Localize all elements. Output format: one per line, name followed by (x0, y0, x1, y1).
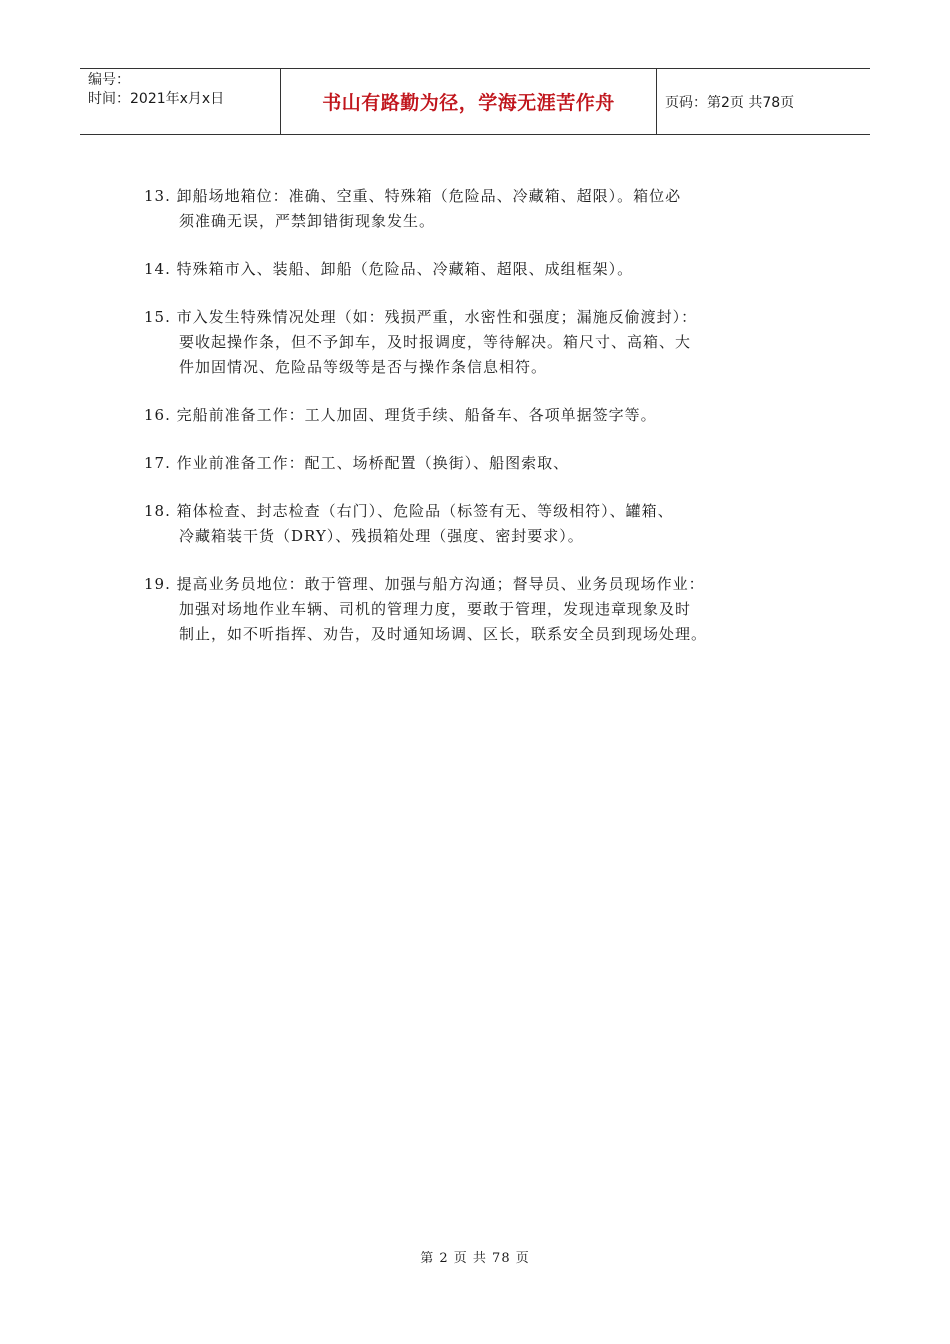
list-item (144, 572, 824, 647)
list-item-line: 15. 市入发生特殊情况处理（如：残损严重，水密性和强度；漏施反偷渡封）： (144, 308, 698, 326)
list-item-line: 14. 特殊箱市入、装船、卸船（危险品、冷藏箱、超限、成组框架）。 (144, 260, 634, 278)
list-item-line: 19. 提高业务员地位：敢于管理、加强与船方沟通；督导员、业务员现场作业： (144, 575, 705, 593)
header-meta (80, 69, 281, 134)
list-item-line: 要收起操作条，但不予卸车，及时报调度，等待解决。箱尺寸、高箱、大 (179, 333, 692, 351)
list-item-line: 13. 卸船场地箱位：准确、空重、特殊箱（危险品、冷藏箱、超限）。箱位必 (144, 187, 682, 205)
list-item-line: 冷藏箱装干货（DRY）、残损箱处理（强度、密封要求）。 (179, 527, 584, 545)
list-item (144, 451, 824, 476)
document-time-label: 时间：2021年x月x日 (88, 91, 225, 107)
document-body (144, 184, 824, 670)
list-item-line: 制止，如不听指挥、劝告，及时通知场调、区长，联系安全员到现场处理。 (179, 625, 708, 643)
header-motto: 书山有路勤为径，学海无涯苦作舟 (281, 69, 657, 134)
list-item-line: 18. 箱体检查、封志检查（右门）、危险品（标签有无、等级相符）、罐箱、 (144, 502, 674, 520)
list-item-line: 16. 完船前准备工作：工人加固、理货手续、船备车、各项单据签字等。 (144, 406, 657, 424)
document-number-label: 编号： (88, 72, 130, 88)
list-item-line: 17. 作业前准备工作：配工、场桥配置（换街）、船图索取、 (144, 454, 570, 472)
page-header (80, 68, 870, 135)
page-footer: 第 2 页 共 78 页 (420, 1251, 530, 1266)
list-item (144, 499, 824, 549)
header-page-info: 页码：第2页 共78页 (665, 94, 795, 111)
list-item-line: 加强对场地作业车辆、司机的管理力度，要敢于管理，发现违章现象及时 (179, 600, 692, 618)
list-item-line: 件加固情况、危险品等级等是否与操作条信息相符。 (179, 358, 548, 376)
list-item-line: 须准确无误，严禁卸错街现象发生。 (179, 212, 436, 230)
list-item (144, 184, 824, 234)
list-item (144, 305, 824, 380)
list-item (144, 403, 824, 428)
list-item (144, 257, 824, 282)
